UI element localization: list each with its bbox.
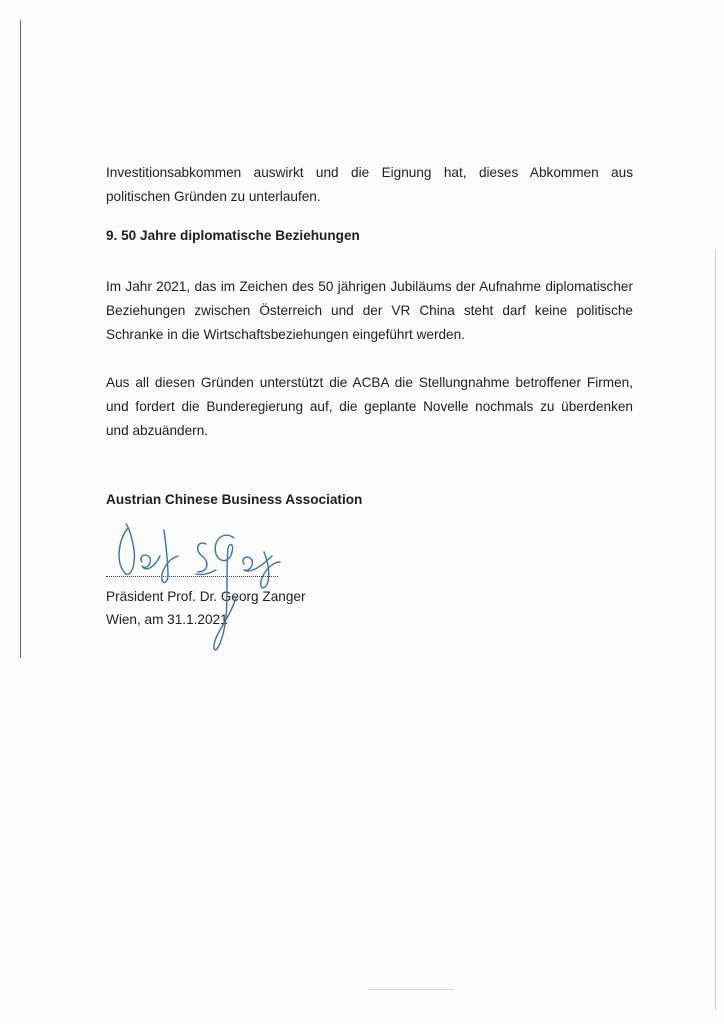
paragraph-investment-agreement xyxy=(106,161,633,209)
paragraph-line: Aus all diesen Gründen unterstützt die ACBA die Stellungnahme betroffener Firmen, xyxy=(106,375,633,390)
paragraph-anniversary xyxy=(106,275,633,347)
paragraph-line: und fordert die Bunderegierung auf, die geplante Novelle nochmals zu überdenken xyxy=(106,399,633,414)
place-and-date: Wien, am 31.1.2021 xyxy=(106,612,228,627)
scan-edge-left xyxy=(20,20,21,658)
signatory-name: Präsident Prof. Dr. Georg Zanger xyxy=(106,589,306,604)
handwritten-signature xyxy=(112,500,292,660)
paragraph-line: Schranke in die Wirtschaftsbeziehungen eingeführt werden. xyxy=(106,327,465,342)
organization-name: Austrian Chinese Business Association xyxy=(106,492,363,507)
paragraph-line: und abzuändern. xyxy=(106,423,209,438)
paragraph-line: politischen Gründen zu unterlaufen. xyxy=(106,189,321,204)
paragraph-line: Investitionsabkommen auswirkt und die Eignung hat, dieses Abkommen aus xyxy=(106,165,633,180)
scan-mark-bottom xyxy=(368,989,454,990)
scan-edge-right xyxy=(715,250,716,1010)
signature-line xyxy=(106,576,278,577)
paragraph-line: Beziehungen zwischen Österreich und der VR China steht darf keine politische xyxy=(106,303,633,318)
paragraph-conclusion xyxy=(106,371,633,443)
section-heading: 9. 50 Jahre diplomatische Beziehungen xyxy=(106,228,360,243)
paragraph-line: Im Jahr 2021, das im Zeichen des 50 jährigen Jubiläums der Aufnahme diplomatischer xyxy=(106,279,633,294)
